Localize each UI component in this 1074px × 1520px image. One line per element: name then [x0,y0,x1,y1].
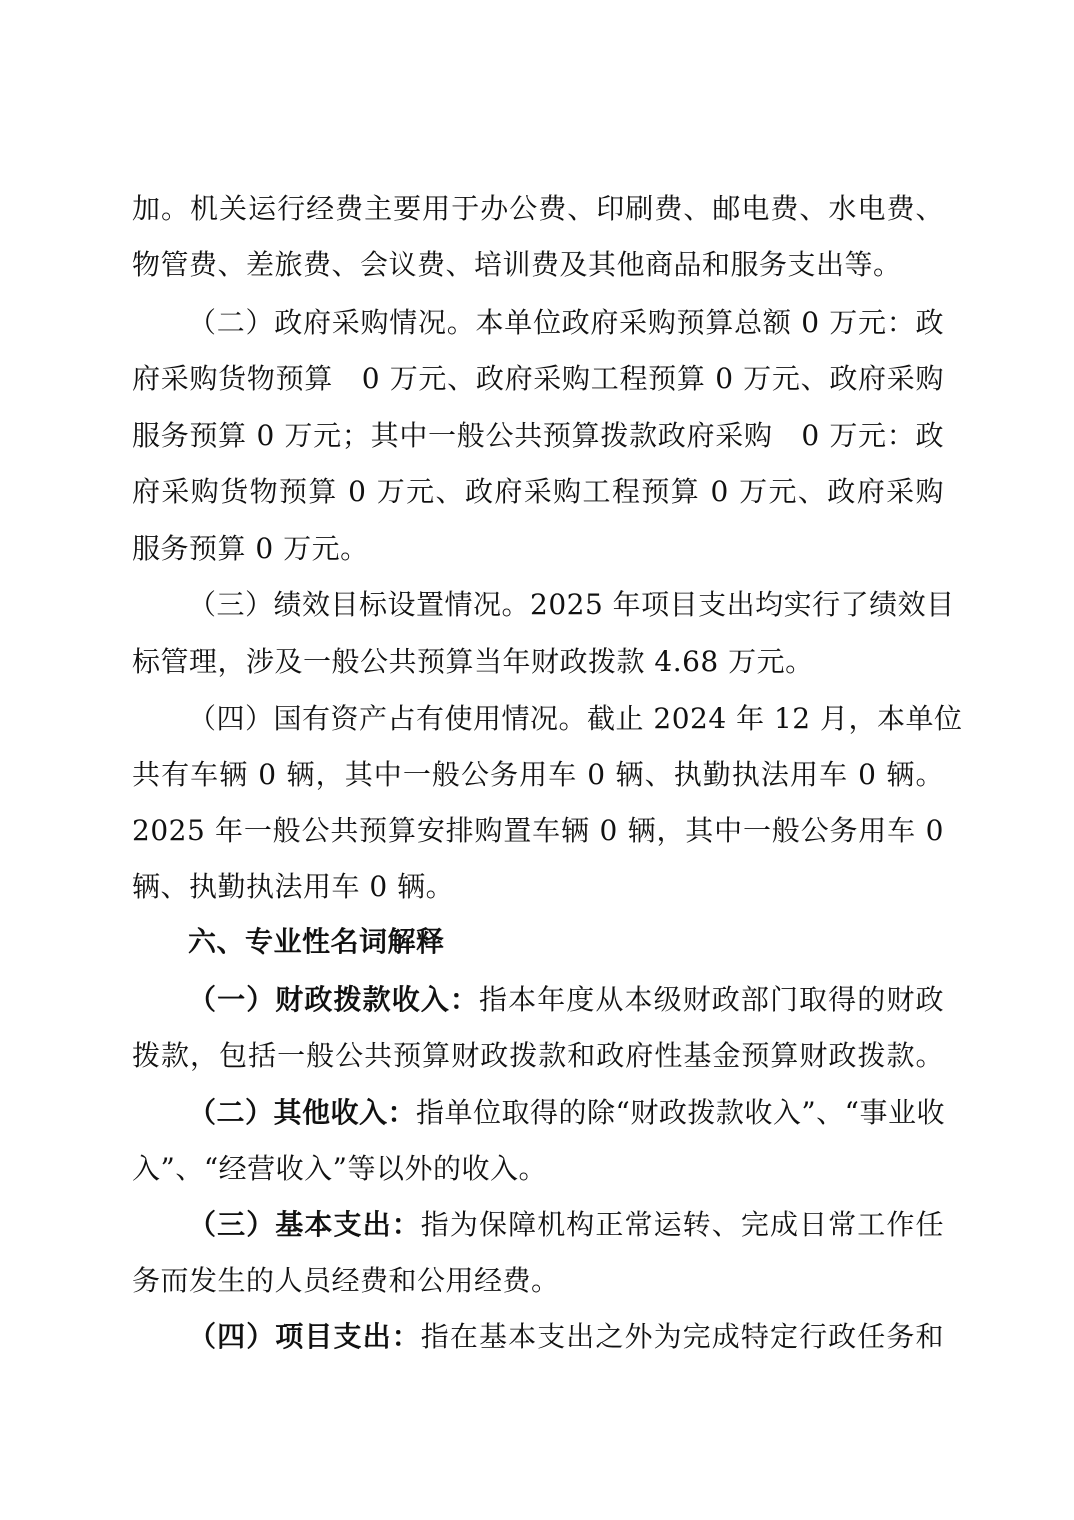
line-text: 辆、执勤执法用车 0 辆。 [132,870,455,903]
section-state-assets [188,691,963,747]
body-line-5 [132,408,944,464]
body-line-18 [132,1141,944,1197]
line-text: 入”、“经营收入”等以外的收入。 [132,1152,547,1185]
line-text: 共有车辆 0 辆，其中一般公务用车 0 辆、执勤执法用车 0 辆。 [132,758,944,791]
section-lead: （四）国有资产占有使用情况。 [188,702,588,735]
line-text: 2025 年项目支出均实行了绩效目 [530,588,955,621]
term-fiscal-appropriation-income [188,972,944,1028]
section-lead: （二）政府采购情况。 [188,306,476,339]
section-performance-goals [188,577,955,633]
section-gov-procurement [188,295,944,351]
line-text: 物管费、差旅费、会议费、培训费及其他商品和服务支出等。 [132,248,902,281]
body-line-7 [132,521,944,577]
body-line-16 [132,1028,944,1084]
body-line-12 [132,803,944,859]
term-lead: （二）其他收入： [188,1096,417,1129]
line-text: 指在基本支出之外为完成特定行政任务和 [420,1320,944,1353]
term-lead: （一）财政拨款收入： [188,983,479,1016]
line-text: 加。机关运行经费主要用于办公费、印刷费、邮电费、水电费、 [132,192,944,225]
body-line-1 [132,181,944,237]
section-lead: （三）绩效目标设置情况。 [188,588,531,621]
line-text: 指为保障机构正常运转、完成日常工作任 [420,1208,944,1241]
line-text: 本单位政府采购预算总额 0 万元：政 [475,306,944,339]
line-text: 拨款，包括一般公共预算财政拨款和政府性基金预算财政拨款。 [132,1039,944,1072]
body-line-13 [132,859,944,915]
term-project-expenditure [188,1309,944,1365]
line-text: 务而发生的人员经费和公用经费。 [132,1264,560,1297]
body-line-6 [132,464,944,520]
line-text: 指本年度从本级财政部门取得的财政 [479,983,944,1016]
section-heading-terms [188,914,944,970]
line-text: 府采购货物预算 0 万元、政府采购工程预算 0 万元、政府采购 [132,475,944,508]
heading-text: 六、专业性名词解释 [188,925,445,958]
body-line-4 [132,351,944,407]
line-text: 标管理，涉及一般公共预算当年财政拨款 4.68 万元。 [132,645,814,678]
line-text: 服务预算 0 万元；其中一般公共预算拨款政府采购 0 万元：政 [132,419,944,452]
line-text: 2025 年一般公共预算安排购置车辆 0 辆，其中一般公务用车 0 [132,814,944,847]
body-line-9 [132,634,944,690]
body-line-11 [132,747,944,803]
term-basic-expenditure [188,1197,944,1253]
term-lead: （四）项目支出： [188,1320,421,1353]
line-text: 府采购货物预算 0 万元、政府采购工程预算 0 万元、政府采购 [132,362,944,395]
line-text: 指单位取得的除“财政拨款收入”、“事业收 [416,1096,945,1129]
body-line-20 [132,1253,944,1309]
line-text: 截止 2024 年 12 月，本单位 [587,702,963,735]
term-other-income [188,1085,944,1141]
line-text: 服务预算 0 万元。 [132,532,369,565]
body-line-2 [132,237,944,293]
term-lead: （三）基本支出： [188,1208,421,1241]
